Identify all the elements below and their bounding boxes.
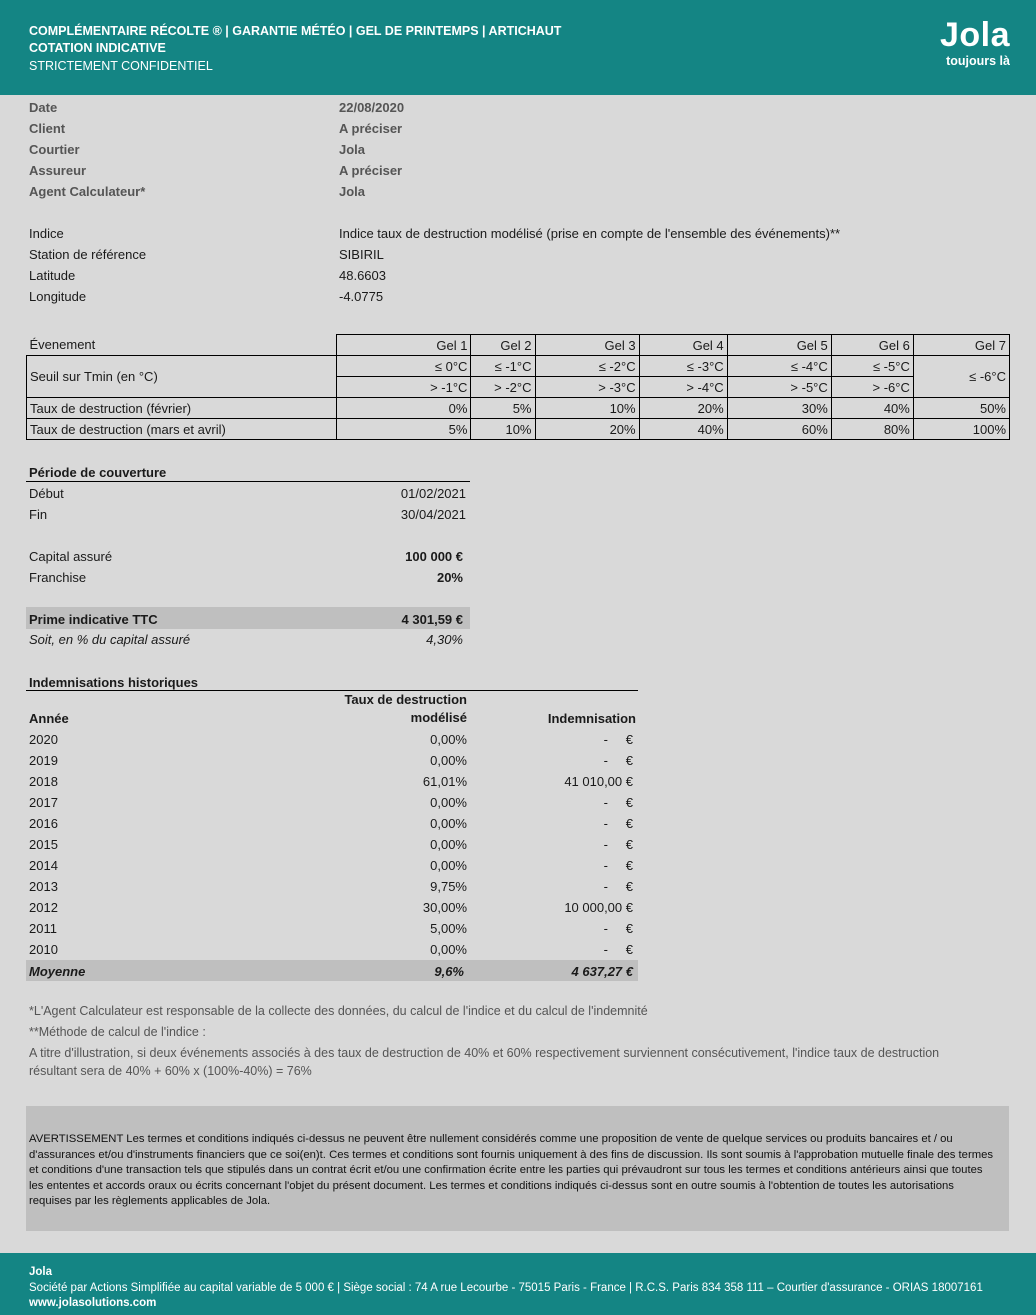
mar-rate: 40% — [639, 419, 727, 440]
coverage-title: Période de couverture — [29, 465, 167, 480]
history-rate: 0,00% — [430, 816, 467, 831]
history-rate: 0,00% — [430, 732, 467, 747]
end-date: 30/04/2021 — [400, 507, 466, 522]
history-year: 2019 — [29, 753, 58, 768]
history-year: 2015 — [29, 837, 58, 852]
history-title: Indemnisations historiques — [29, 675, 199, 690]
meta-label-client: Client — [29, 121, 66, 136]
col-year: Année — [29, 711, 69, 726]
history-rate: 61,01% — [422, 774, 467, 789]
meta-value-client: A préciser — [339, 121, 403, 136]
history-currency: € — [625, 942, 633, 957]
event-name: Gel 6 — [831, 335, 913, 356]
note-agent: *L'Agent Calculateur est responsable de la collecte des données, du calcul de l'indice et du calcul de l'indemnité — [29, 1004, 648, 1018]
page-footer — [0, 1253, 1036, 1315]
event-name: Gel 7 — [913, 335, 1009, 356]
history-divider — [26, 690, 638, 691]
start-date: 01/02/2021 — [400, 486, 466, 501]
history-year: 2013 — [29, 879, 58, 894]
start-label: Début — [29, 486, 64, 501]
threshold-upper: ≤ -2°C — [535, 356, 639, 377]
history-currency: € — [625, 795, 633, 810]
logo-tagline: toujours là — [946, 54, 1010, 68]
history-indemnity: - — [603, 879, 608, 894]
history-year: 2016 — [29, 816, 58, 831]
history-year: 2014 — [29, 858, 58, 873]
mar-rate: 20% — [535, 419, 639, 440]
threshold-upper: ≤ 0°C — [337, 356, 471, 377]
event-name: Gel 1 — [337, 335, 471, 356]
average-highlight — [26, 960, 638, 981]
note-method-line2: résultant sera de 40% + 60% x (100%-40%) = 76% — [29, 1064, 312, 1078]
deductible-label: Franchise — [29, 570, 87, 585]
coverage-divider — [26, 481, 470, 482]
col-rate-line1: Taux de destruction — [344, 692, 467, 707]
history-indemnity: - — [603, 837, 608, 852]
longitude-value: -4.0775 — [339, 289, 384, 304]
threshold-lower: > -4°C — [639, 377, 727, 398]
event-name: Gel 2 — [471, 335, 535, 356]
event-name: Gel 3 — [535, 335, 639, 356]
history-currency: € — [625, 858, 633, 873]
mar-rate: 80% — [831, 419, 913, 440]
history-indemnity: - — [603, 858, 608, 873]
history-rate: 0,00% — [430, 858, 467, 873]
history-indemnity: - — [603, 732, 608, 747]
meta-value-insurer: A préciser — [339, 163, 403, 178]
history-indemnity: - — [603, 942, 608, 957]
history-year: 2011 — [29, 921, 57, 936]
threshold-upper: ≤ -5°C — [831, 356, 913, 377]
feb-rate: 20% — [639, 398, 727, 419]
premium-pct-value: 4,30% — [426, 632, 463, 647]
threshold-upper: ≤ -3°C — [639, 356, 727, 377]
note-method-line1: A titre d'illustration, si deux événements associés à des taux de destruction de 40% et 60% respectivement surviennent consécutivement, l'indice taux de destruction — [29, 1046, 940, 1060]
threshold-label: Seuil sur Tmin (en °C) — [27, 356, 337, 398]
latitude-value: 48.6603 — [339, 268, 386, 283]
station-value: SIBIRIL — [339, 247, 384, 262]
average-label: Moyenne — [29, 964, 86, 979]
threshold-upper: ≤ -6°C — [913, 356, 1009, 398]
header-confidential: STRICTEMENT CONFIDENTIEL — [29, 59, 213, 73]
threshold-lower: > -2°C — [471, 377, 535, 398]
history-currency: € — [625, 732, 633, 747]
station-label: Station de référence — [29, 247, 147, 262]
history-indemnity: 10 000,00 € — [564, 900, 633, 915]
index-label: Indice — [29, 226, 64, 241]
feb-rate: 5% — [471, 398, 535, 419]
col-indemnity: Indemnisation — [547, 711, 636, 726]
events-header-label: Évenement — [27, 335, 337, 356]
history-currency: € — [625, 921, 633, 936]
footer-legal: Société par Actions Simplifiée au capital variable de 5 000 € | Siège social : 74 A rue Lecourbe - 75015 Paris - France | R.C.S. Paris 834 358 111 – Courtier d'assurance - ORIAS 18007161 — [29, 1282, 983, 1294]
threshold-lower: > -1°C — [337, 377, 471, 398]
meta-value-broker: Jola — [339, 142, 366, 157]
table-row — [27, 335, 1010, 356]
longitude-label: Longitude — [29, 289, 87, 304]
average-rate: 9,6% — [434, 964, 464, 979]
feb-rate: 0% — [337, 398, 471, 419]
history-currency: € — [625, 879, 633, 894]
history-indemnity: 41 010,00 € — [564, 774, 633, 789]
mar-rate: 5% — [337, 419, 471, 440]
feb-rate: 40% — [831, 398, 913, 419]
end-label: Fin — [29, 507, 48, 522]
footer-company: Jola — [29, 1266, 53, 1278]
history-rate: 0,00% — [430, 795, 467, 810]
event-name: Gel 5 — [727, 335, 831, 356]
col-rate-line2: modélisé — [410, 710, 467, 725]
disclaimer-text: AVERTISSEMENT Les termes et conditions indiqués ci-dessus ne peuvent être nullement considérés comme une proposition de vente de quelque services ou produits bancaires et / ou d'assurances et/ou d'instruments financiers que ce soi(en)t. Ces termes et conditions sont fournis uniquement à des fins de discussion. Ils sont soumis à l'approbation mutuelle finale des termes et conditions d'une transaction tels que stipulés dans un contrat écrit et/ou une confirmation écrite entre les parties qui prévaudront sur tous les termes et conditions antérieurs ainsi que toutes les ententes et accords oraux ou écrits concernant l'objet du présent document. Les termes et conditions indiqués ci-dessus sont en outre soumis à l'obtention de toutes les autorisations requises par les règlements applicables de Jola. — [29, 1133, 994, 1207]
threshold-lower: > -3°C — [535, 377, 639, 398]
history-indemnity: - — [603, 753, 608, 768]
mar-rate: 60% — [727, 419, 831, 440]
index-value: Indice taux de destruction modélisé (prise en compte de l'ensemble des événements)** — [339, 226, 841, 241]
feb-rate-label: Taux de destruction (février) — [27, 398, 337, 419]
header-subtitle: COTATION INDICATIVE — [29, 41, 166, 55]
table-row — [27, 419, 1010, 440]
capital-value: 100 000 € — [405, 549, 463, 564]
history-rate: 30,00% — [422, 900, 467, 915]
events-table — [26, 334, 1010, 440]
threshold-upper: ≤ -4°C — [727, 356, 831, 377]
premium-pct-label: Soit, en % du capital assuré — [29, 632, 191, 647]
average-indemnity: 4 637,27 € — [571, 964, 633, 979]
history-rate: 9,75% — [430, 879, 467, 894]
event-name: Gel 4 — [639, 335, 727, 356]
feb-rate: 50% — [913, 398, 1009, 419]
history-rate: 0,00% — [430, 837, 467, 852]
premium-value: 4 301,59 € — [401, 612, 463, 627]
jola-logo — [940, 18, 1010, 68]
table-row — [27, 356, 1010, 377]
note-method-title: **Méthode de calcul de l'indice : — [29, 1025, 206, 1039]
meta-label-broker: Courtier — [29, 142, 80, 157]
history-rate: 5,00% — [430, 921, 467, 936]
history-currency: € — [625, 753, 633, 768]
history-rate: 0,00% — [430, 753, 467, 768]
history-year: 2017 — [29, 795, 58, 810]
history-year: 2010 — [29, 942, 58, 957]
premium-label: Prime indicative TTC — [29, 612, 158, 627]
history-indemnity: - — [603, 795, 608, 810]
meta-label-insurer: Assureur — [29, 163, 87, 178]
history-rate: 0,00% — [430, 942, 467, 957]
table-row — [27, 398, 1010, 419]
footer-website[interactable]: www.jolasolutions.com — [29, 1297, 157, 1309]
mar-rate: 100% — [913, 419, 1009, 440]
mar-rate: 10% — [471, 419, 535, 440]
logo-text: Jola — [939, 16, 1010, 54]
threshold-lower: > -6°C — [831, 377, 913, 398]
history-year: 2018 — [29, 774, 58, 789]
threshold-lower: > -5°C — [727, 377, 831, 398]
mar-rate-label: Taux de destruction (mars et avril) — [27, 419, 337, 440]
history-year: 2012 — [29, 900, 58, 915]
page-header — [0, 0, 1036, 95]
feb-rate: 30% — [727, 398, 831, 419]
meta-label-date: Date — [29, 100, 58, 115]
history-currency: € — [625, 816, 633, 831]
meta-label-agent: Agent Calculateur* — [29, 184, 146, 199]
history-indemnity: - — [603, 921, 608, 936]
meta-value-agent: Jola — [339, 184, 366, 199]
latitude-label: Latitude — [29, 268, 76, 283]
deductible-value: 20% — [436, 570, 463, 585]
feb-rate: 10% — [535, 398, 639, 419]
threshold-upper: ≤ -1°C — [471, 356, 535, 377]
header-title: COMPLÉMENTAIRE RÉCOLTE ® | GARANTIE MÉTÉO | GEL DE PRINTEMPS | ARTICHAUT — [29, 24, 562, 38]
history-indemnity: - — [603, 816, 608, 831]
history-year: 2020 — [29, 732, 58, 747]
disclaimer-box — [26, 1106, 1009, 1231]
history-currency: € — [625, 837, 633, 852]
meta-value-date: 22/08/2020 — [339, 100, 405, 115]
capital-label: Capital assuré — [29, 549, 113, 564]
